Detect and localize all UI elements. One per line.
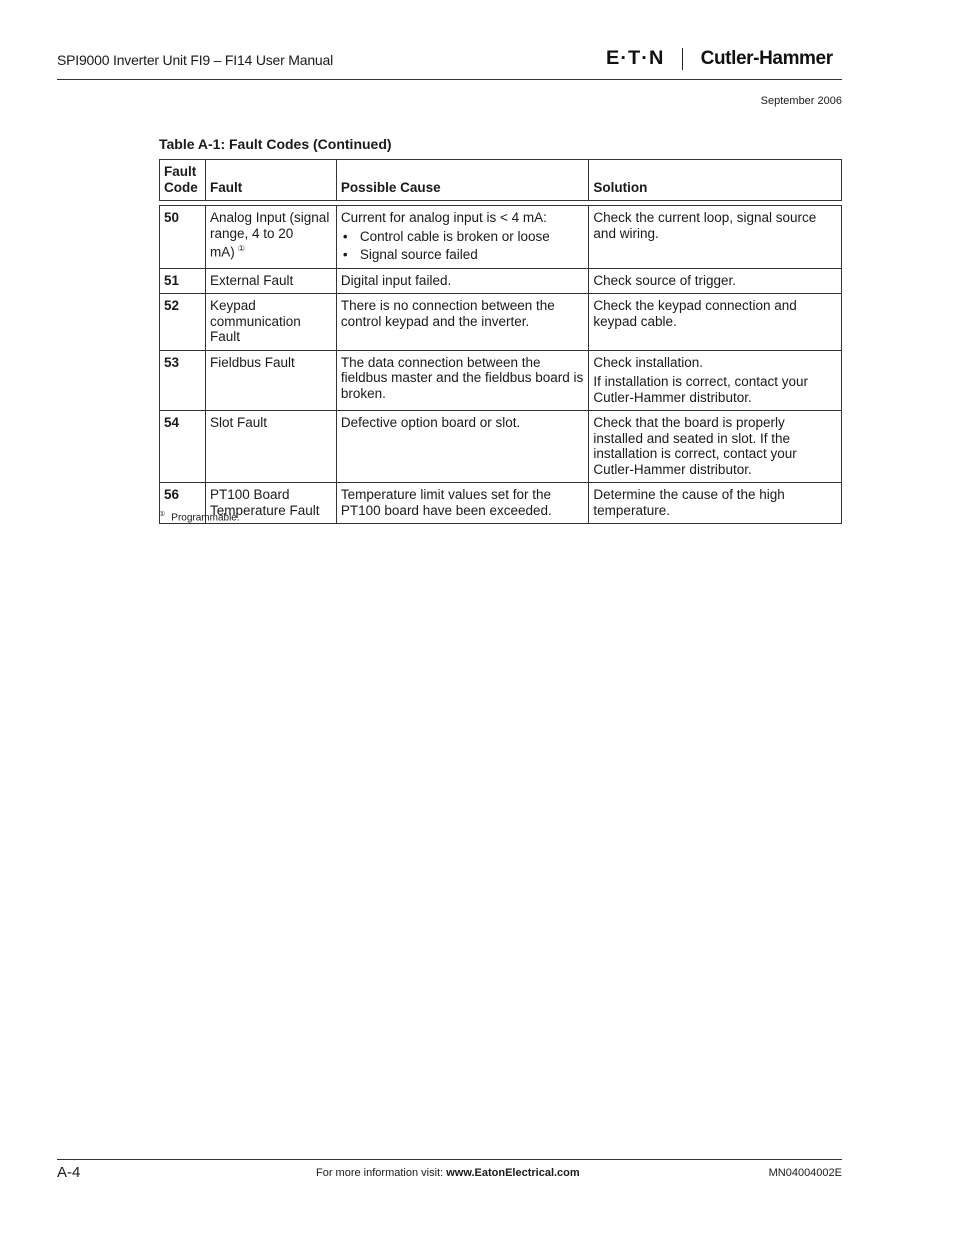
- possible-cause: Current for analog input is < 4 mA: • Control cable is broken or loose • Signal source failed: [336, 206, 589, 269]
- table-row: [160, 411, 842, 483]
- possible-cause: Defective option board or slot.: [336, 411, 589, 483]
- table-header-row: [160, 160, 842, 201]
- solution: Determine the cause of the high temperature.: [589, 483, 842, 524]
- eaton-logo: E·T·N: [606, 48, 665, 69]
- footer-visit: For more information visit: www.EatonElectrical.com: [316, 1167, 580, 1179]
- footnote-mark: ①: [159, 511, 166, 518]
- possible-cause: The data connection between the fieldbus master and the fieldbus board is broken.: [336, 350, 589, 411]
- footnote-text: Programmable.: [171, 512, 240, 524]
- fault-code: 54: [160, 411, 206, 483]
- website-link[interactable]: www.EatonElectrical.com: [446, 1167, 580, 1179]
- possible-cause: Temperature limit values set for the PT100 board have been exceeded.: [336, 483, 589, 524]
- fault-name: Analog Input (signal range, 4 to 20 mA) ①: [205, 206, 336, 269]
- solution: Check source of trigger.: [589, 268, 842, 294]
- possible-cause: There is no connection between the control keypad and the inverter.: [336, 294, 589, 351]
- fault-name: Keypad communication Fault: [205, 294, 336, 351]
- list-item: • Signal source failed: [341, 247, 585, 263]
- header-possible-cause: Possible Cause: [336, 160, 589, 201]
- solution: Check the keypad connection and keypad cable.: [589, 294, 842, 351]
- header-solution: Solution: [589, 160, 842, 201]
- cause-bullet-list: [341, 229, 585, 263]
- fault-name: External Fault: [205, 268, 336, 294]
- cutler-hammer-logo: Cutler-Hammer: [700, 48, 833, 69]
- fault-code: 52: [160, 294, 206, 351]
- brand-logo: [606, 46, 833, 72]
- possible-cause: Digital input failed.: [336, 268, 589, 294]
- solution: Check the current loop, signal source and wiring.: [589, 206, 842, 269]
- logo-divider: [682, 48, 683, 70]
- table-row: [160, 268, 842, 294]
- header-rule: [57, 79, 842, 80]
- table-row: [160, 483, 842, 524]
- footnote-ref: ①: [237, 244, 245, 253]
- footer-rule: [57, 1159, 842, 1160]
- table-caption: Table A-1: Fault Codes (Continued): [159, 136, 392, 152]
- fault-code: 53: [160, 350, 206, 411]
- solution: Check that the board is properly installed and seated in slot. If the installation is correct, contact your Cutler-Hammer distributor.: [589, 411, 842, 483]
- document-number: MN04004002E: [768, 1167, 842, 1179]
- fault-name: Fieldbus Fault: [205, 350, 336, 411]
- list-item: • Control cable is broken or loose: [341, 229, 585, 245]
- header-fault-code: Fault Code: [160, 160, 206, 201]
- fault-code: 56: [160, 483, 206, 524]
- header-fault: Fault: [205, 160, 336, 201]
- table-row: [160, 350, 842, 411]
- fault-code: 50: [160, 206, 206, 269]
- table-row: [160, 206, 842, 269]
- manual-title: SPI9000 Inverter Unit FI9 – FI14 User Manual: [57, 52, 333, 68]
- fault-name: Slot Fault: [205, 411, 336, 483]
- table-row: [160, 294, 842, 351]
- solution: Check installation. If installation is correct, contact your Cutler-Hammer distributor.: [589, 350, 842, 411]
- publication-date: September 2006: [760, 95, 842, 107]
- table-footnote: [159, 510, 240, 523]
- page-number: A-4: [57, 1164, 81, 1181]
- fault-codes-table: [159, 159, 842, 524]
- fault-code: 51: [160, 268, 206, 294]
- fault-name: PT100 Board Temperature Fault: [205, 483, 336, 524]
